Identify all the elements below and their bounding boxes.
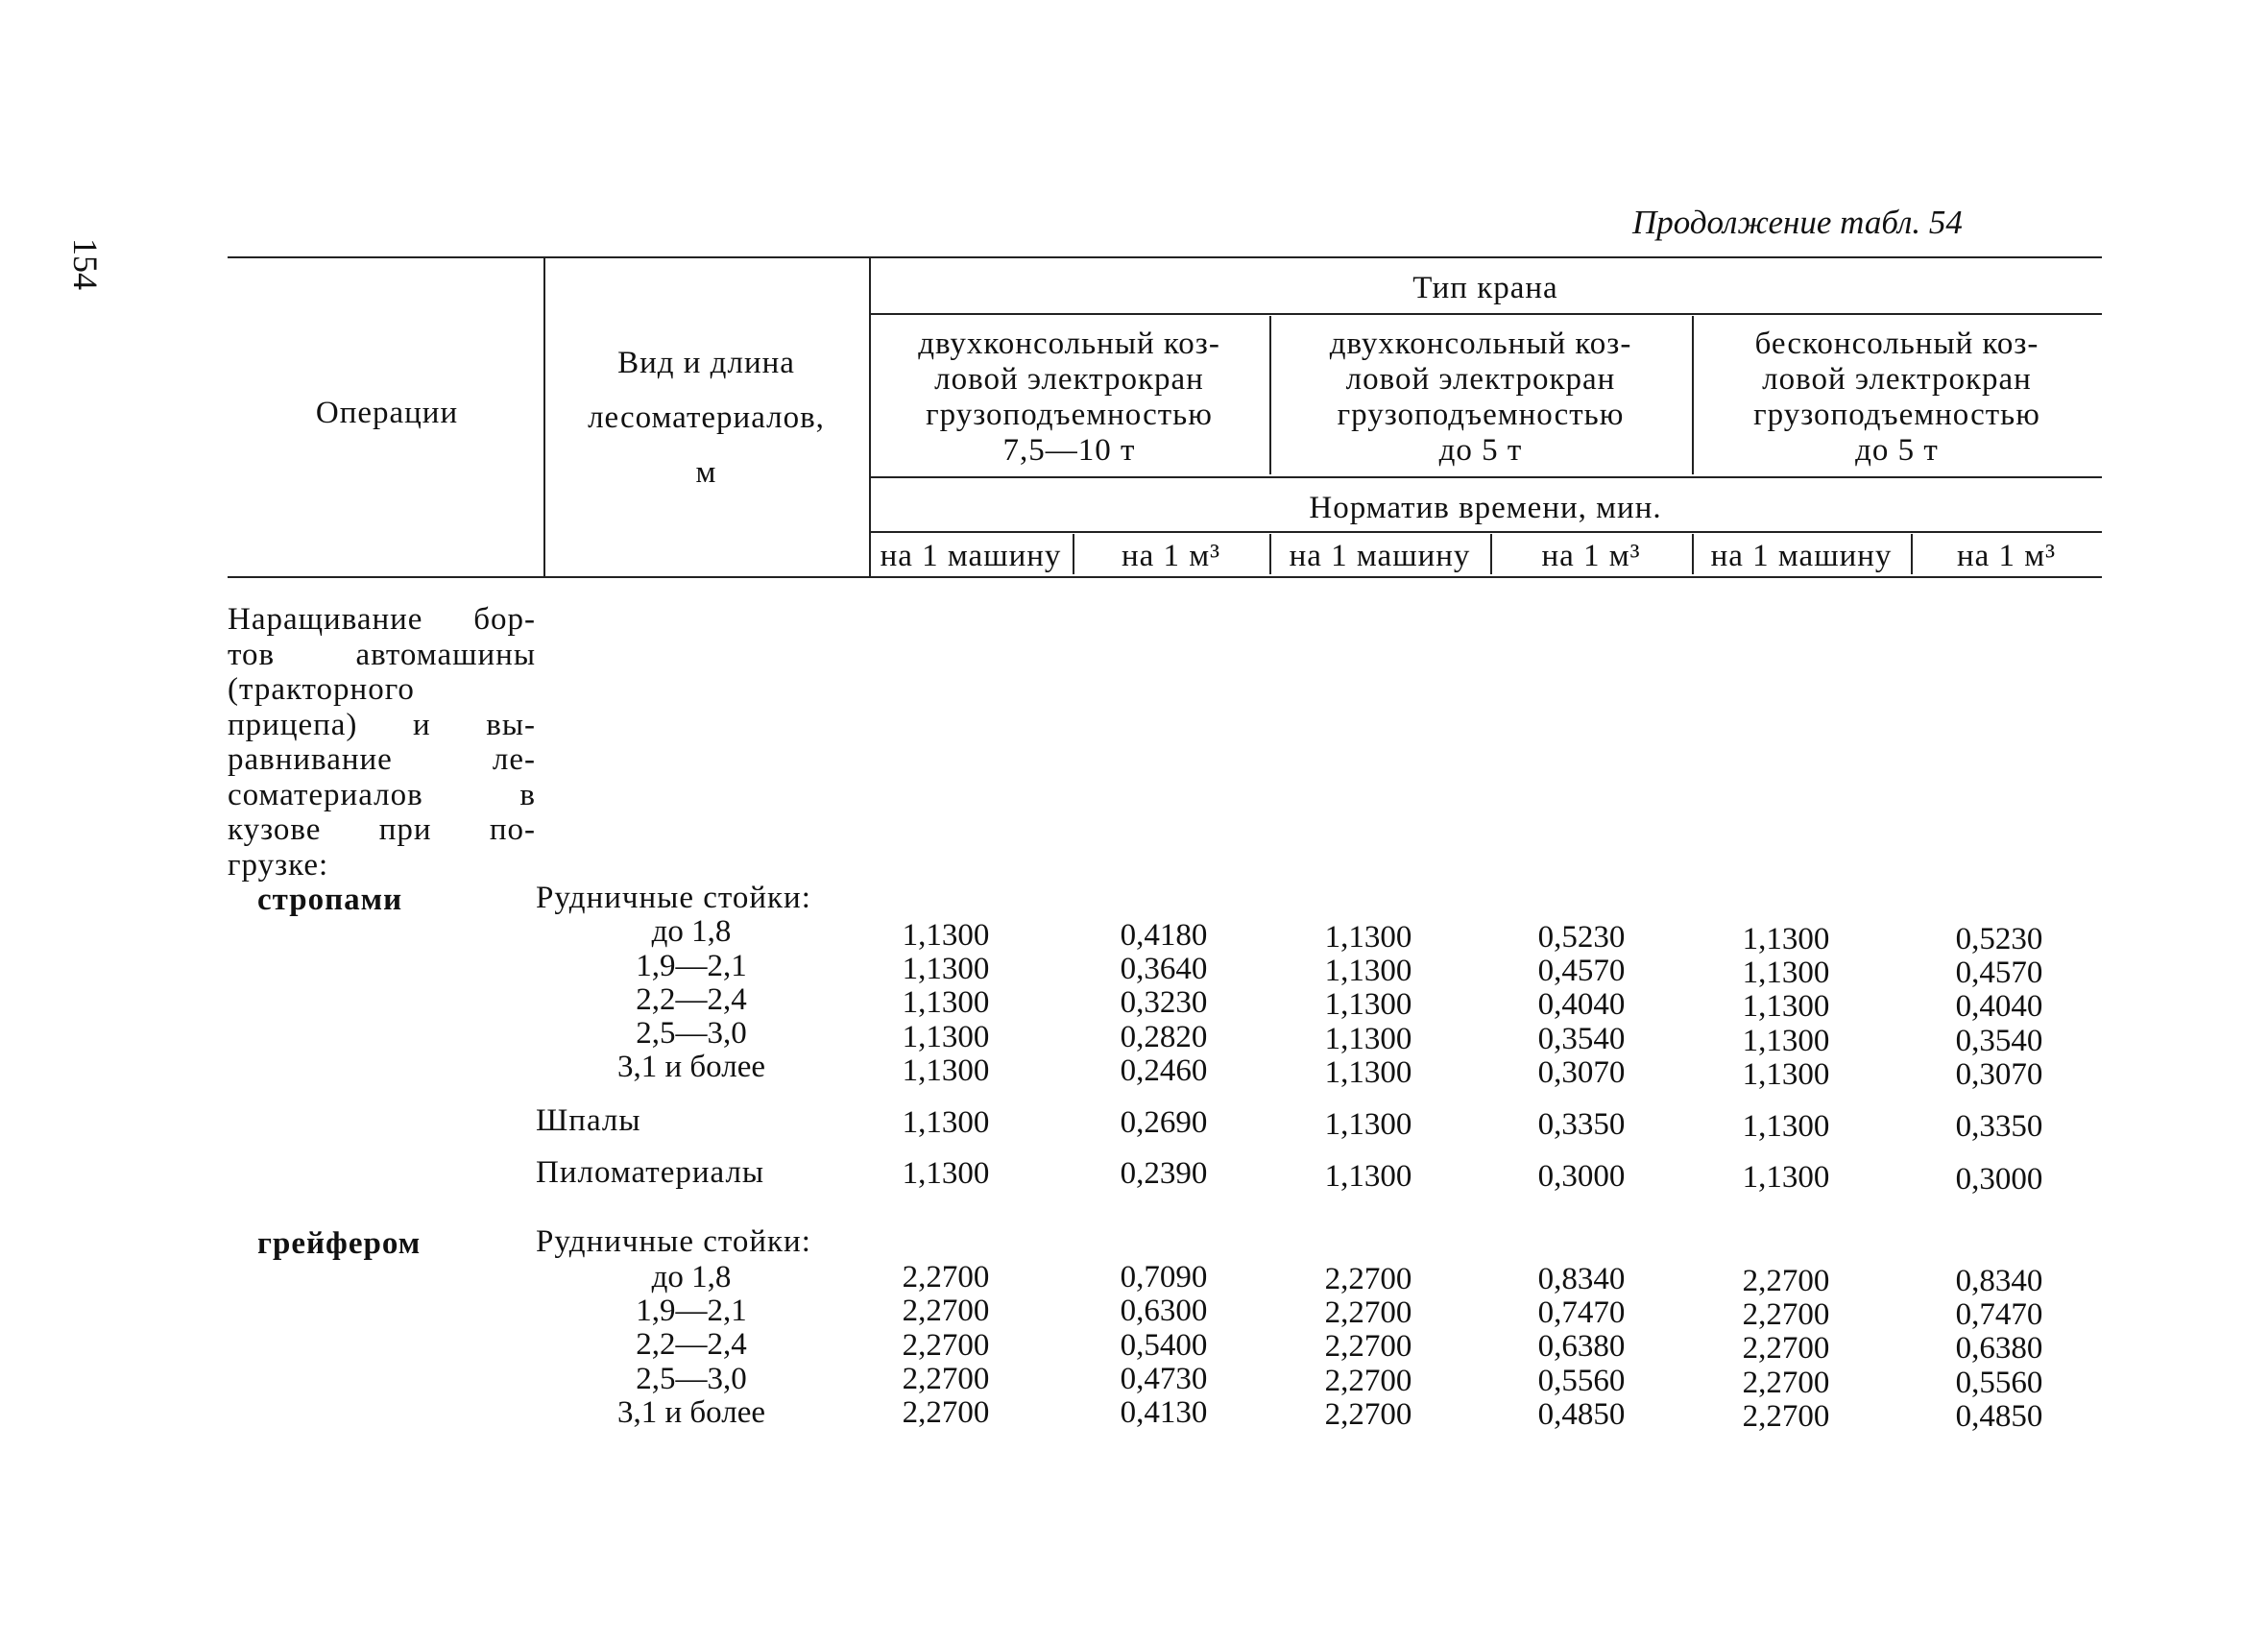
value-cell: 1,1300	[1324, 987, 1412, 1022]
crane-1-line: грузоподъемностью	[926, 398, 1213, 432]
crane-2-line: двухконсольный коз-	[1329, 327, 1632, 361]
value-cell: 2,2700	[902, 1395, 990, 1430]
subheader-per-machine: на 1 машину	[1289, 539, 1471, 573]
value-cell: 1,1300	[1324, 1022, 1412, 1056]
crane-2-line: ловой электрокран	[1345, 362, 1616, 397]
value-cell: 0,4730	[1120, 1362, 1208, 1396]
header-norm-time: Норматив времени, мин.	[1309, 491, 1662, 525]
table-continuation-label: Продолжение табл. 54	[1632, 204, 1963, 241]
value-cell: 1,1300	[902, 1105, 990, 1140]
header-crane-type: Тип крана	[1412, 271, 1558, 305]
length-cell: до 1,8	[651, 914, 732, 949]
value-cell: 0,7470	[1955, 1297, 2043, 1332]
norm-time-rule	[869, 531, 2102, 533]
value-cell: 1,1300	[1742, 1109, 1830, 1144]
value-cell: 1,1300	[1742, 989, 1830, 1024]
value-cell: 1,1300	[1324, 920, 1412, 955]
method-grab: грейфером	[257, 1226, 422, 1261]
value-cell: 0,6380	[1537, 1329, 1626, 1364]
operation-description	[228, 602, 536, 883]
value-cell: 0,5560	[1955, 1366, 2043, 1400]
value-cell: 2,2700	[1742, 1264, 1830, 1298]
value-cell: 2,2700	[1742, 1297, 1830, 1332]
value-cell: 2,2700	[1324, 1329, 1412, 1364]
length-cell: 3,1 и более	[616, 1395, 766, 1430]
crane-3-line: бесконсольный коз-	[1754, 327, 2039, 361]
value-cell: 0,3540	[1537, 1022, 1626, 1056]
length-cell: 1,9—2,1	[636, 949, 747, 983]
value-cell: 2,2700	[1742, 1366, 1830, 1400]
value-cell: 0,4850	[1955, 1399, 2043, 1434]
material-label: Пиломатериалы	[536, 1155, 765, 1190]
subheader-per-machine: на 1 машину	[1710, 539, 1893, 573]
value-cell: 2,2700	[1324, 1262, 1412, 1296]
subheader-per-m3: на 1 м³	[1121, 539, 1221, 573]
value-cell: 1,1300	[1742, 922, 1830, 956]
operation-line: равнивание ле-	[228, 742, 536, 777]
length-cell: 3,1 и более	[616, 1050, 766, 1084]
header-operations: Операции	[315, 396, 459, 430]
value-cell: 0,3350	[1955, 1109, 2043, 1144]
value-cell: 1,1300	[1742, 956, 1830, 990]
value-cell: 0,4850	[1537, 1397, 1626, 1432]
length-cell: 2,5—3,0	[636, 1016, 747, 1051]
subheader-per-m3: на 1 м³	[1541, 539, 1641, 573]
operation-line: кузове при по-	[228, 812, 536, 847]
value-cell: 0,2390	[1120, 1156, 1208, 1191]
value-cell: 0,3070	[1955, 1057, 2043, 1092]
value-cell: 1,1300	[902, 952, 990, 986]
value-cell: 0,5560	[1537, 1364, 1626, 1398]
crane-1-line: 7,5—10 т	[1002, 433, 1136, 468]
crane-2-line: до 5 т	[1438, 433, 1523, 468]
material-label: Рудничные стойки:	[536, 1224, 811, 1259]
value-cell: 0,5230	[1537, 920, 1626, 955]
value-cell: 0,3640	[1120, 952, 1208, 986]
value-cell: 0,6380	[1955, 1331, 2043, 1366]
value-cell: 0,3000	[1955, 1162, 2043, 1197]
value-cell: 1,1300	[1742, 1057, 1830, 1092]
length-cell: 2,2—2,4	[636, 982, 747, 1017]
page-number: 154	[66, 238, 105, 290]
value-cell: 0,4040	[1955, 989, 2043, 1024]
value-cell: 0,5400	[1120, 1328, 1208, 1363]
length-cell: 2,5—3,0	[636, 1362, 747, 1396]
value-cell: 0,3540	[1955, 1024, 2043, 1058]
header-kind-line: лесоматериалов,	[588, 400, 825, 435]
value-cell: 1,1300	[902, 1156, 990, 1191]
value-cell: 2,2700	[902, 1362, 990, 1396]
method-slings: стропами	[257, 883, 403, 917]
header-kind-line: м	[695, 455, 717, 490]
value-cell: 2,2700	[902, 1260, 990, 1294]
value-cell: 2,2700	[1742, 1399, 1830, 1434]
value-cell: 0,4570	[1537, 954, 1626, 988]
value-cell: 2,2700	[902, 1294, 990, 1328]
value-cell: 2,2700	[1324, 1397, 1412, 1432]
value-cell: 0,3350	[1537, 1107, 1626, 1142]
operation-line: грузке:	[228, 847, 329, 883]
value-cell: 0,8340	[1537, 1262, 1626, 1296]
header-top-rule	[228, 256, 2102, 258]
length-cell: 2,2—2,4	[636, 1327, 747, 1362]
operation-line: соматериалов в	[228, 777, 536, 812]
subheader-per-m3: на 1 м³	[1956, 539, 2057, 573]
value-cell: 0,4180	[1120, 918, 1208, 953]
header-kind-line: Вид и длина	[617, 346, 795, 380]
value-cell: 0,3230	[1120, 985, 1208, 1020]
length-cell: до 1,8	[651, 1260, 732, 1294]
crane-3-line: до 5 т	[1855, 433, 1939, 468]
header-crane-1	[869, 327, 1269, 469]
value-cell: 1,1300	[1742, 1160, 1830, 1195]
value-cell: 0,2460	[1120, 1053, 1208, 1088]
value-cell: 0,4040	[1537, 987, 1626, 1022]
value-cell: 1,1300	[1742, 1024, 1830, 1058]
value-cell: 0,2690	[1120, 1105, 1208, 1140]
crane-2-line: грузоподъемностью	[1337, 398, 1625, 432]
value-cell: 0,3070	[1537, 1055, 1626, 1090]
header-bottom-rule	[228, 576, 2102, 578]
value-cell: 1,1300	[1324, 1107, 1412, 1142]
header-crane-2	[1269, 327, 1692, 469]
value-cell: 0,3000	[1537, 1159, 1626, 1194]
value-cell: 2,2700	[1742, 1331, 1830, 1366]
value-cell: 0,2820	[1120, 1020, 1208, 1054]
value-cell: 1,1300	[902, 985, 990, 1020]
value-cell: 2,2700	[1324, 1295, 1412, 1330]
subheader-per-machine: на 1 машину	[880, 539, 1062, 573]
crane-1-line: ловой электрокран	[934, 362, 1204, 397]
operation-line: Наращивание бор-	[228, 602, 536, 637]
header-kind	[543, 346, 869, 491]
operation-line: тов автомашины	[228, 637, 536, 672]
crane-names-rule	[869, 476, 2102, 478]
value-cell: 0,4130	[1120, 1395, 1208, 1430]
value-cell: 0,6300	[1120, 1294, 1208, 1328]
crane-type-rule	[869, 313, 2102, 315]
length-cell: 1,9—2,1	[636, 1294, 747, 1328]
value-cell: 1,1300	[902, 1020, 990, 1054]
value-cell: 1,1300	[1324, 1055, 1412, 1090]
value-cell: 2,2700	[1324, 1364, 1412, 1398]
value-cell: 0,8340	[1955, 1264, 2043, 1298]
material-label: Шпалы	[536, 1103, 641, 1138]
operation-line: (тракторного	[228, 672, 415, 707]
value-cell: 1,1300	[1324, 954, 1412, 988]
header-crane-3	[1692, 327, 2102, 469]
material-label: Рудничные стойки:	[536, 881, 811, 915]
value-cell: 0,5230	[1955, 922, 2043, 956]
value-cell: 2,2700	[902, 1328, 990, 1363]
value-cell: 1,1300	[902, 1053, 990, 1088]
value-cell: 0,7470	[1537, 1295, 1626, 1330]
operation-line: прицепа) и вы-	[228, 707, 536, 742]
value-cell: 0,7090	[1120, 1260, 1208, 1294]
value-cell: 0,4570	[1955, 956, 2043, 990]
crane-3-line: ловой электрокран	[1762, 362, 2032, 397]
value-cell: 1,1300	[1324, 1159, 1412, 1194]
crane-3-line: грузоподъемностью	[1753, 398, 2040, 432]
crane-1-line: двухконсольный коз-	[918, 327, 1220, 361]
value-cell: 1,1300	[902, 918, 990, 953]
